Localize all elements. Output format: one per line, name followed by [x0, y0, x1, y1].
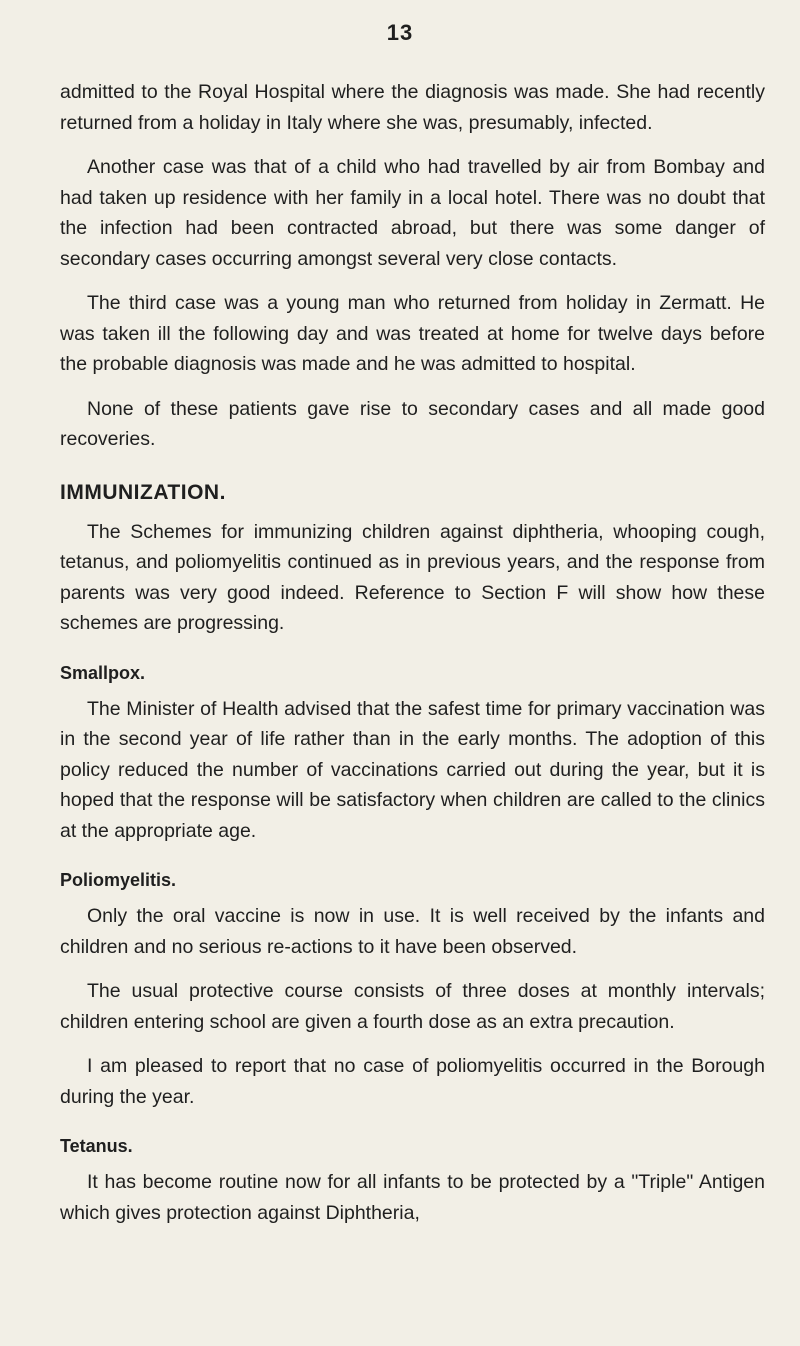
heading-tetanus: Tetanus. [60, 1136, 133, 1156]
paragraph-tetanus: It has become routine now for all infants to be protected by a "Triple" Antigen which gives protection against Diphtheria, [60, 1171, 765, 1224]
paragraph-no-polio-case: I am pleased to report that no case of poliomyelitis occurred in the Borough during the year. [60, 1055, 765, 1108]
paragraph-smallpox: The Minister of Health advised that the safest time for primary vaccination was in the second year of life rather than in the early months. The adoption of this policy reduced the number of vaccinations carried out during the year, but it is hoped that the response will be satisfactory when children are called to the clinics at the appropriate age. [60, 697, 765, 842]
paragraph-royal-hospital: admitted to the Royal Hospital where the diagnosis was made. She had recently returned from a holiday in Italy where she was, presumably, infected. [60, 81, 765, 134]
heading-immunization: IMMUNIZATION. [60, 480, 226, 504]
paragraph-oral-vaccine: Only the oral vaccine is now in use. It is well received by the infants and children and no serious re-actions to it have been observed. [60, 905, 765, 958]
heading-smallpox: Smallpox. [60, 662, 146, 683]
paragraph-protective-course: The usual protective course consists of three doses at monthly intervals; children entering school are given a fourth dose as an extra precaution. [60, 980, 765, 1033]
paragraph-zermatt-case: The third case was a young man who returned from holiday in Zermatt. He was taken ill the following day and was treated at home for twelve days before the probable diagnosis was made and he was admitted to hospital. [60, 292, 765, 375]
heading-poliomyelitis: Poliomyelitis. [60, 870, 177, 890]
page-number: 13 [386, 20, 414, 45]
page-content [60, 77, 765, 1242]
paragraph-immunization: The Schemes for immunizing children against diphtheria, whooping cough, tetanus, and poliomyelitis continued as in previous years, and the response from parents was very good indeed. Reference to Section F will show how these schemes are progressing. [60, 520, 765, 634]
paragraph-bombay-case: Another case was that of a child who had travelled by air from Bombay and had taken up residence with her family in a local hotel. There was no doubt that the infection had been contracted abroad, but there was some danger of secondary cases occurring amongst several very close contacts. [60, 156, 765, 270]
paragraph-recoveries: None of these patients gave rise to secondary cases and all made good recoveries. [60, 397, 765, 450]
